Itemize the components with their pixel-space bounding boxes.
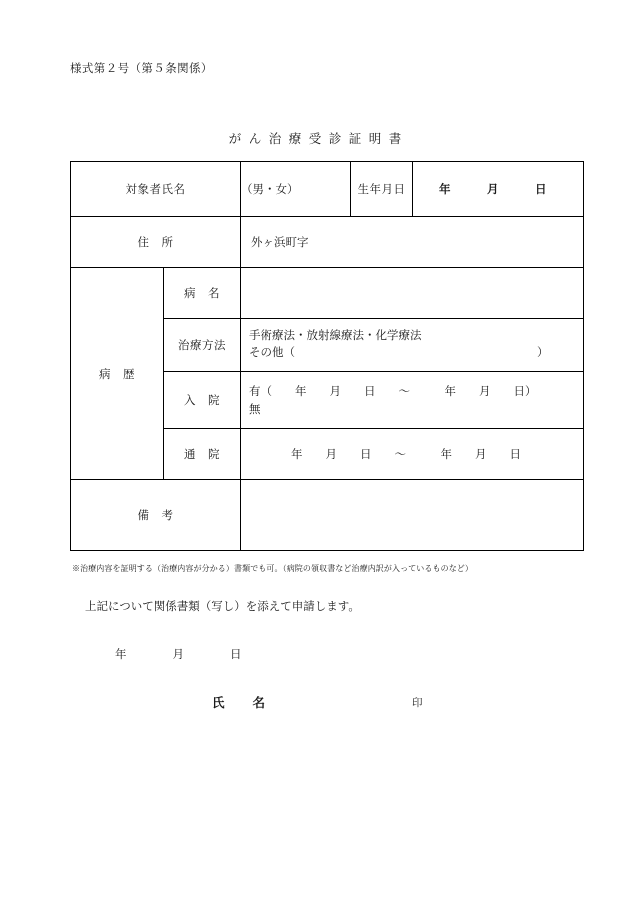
outpatient-label: 通 院 [164, 429, 241, 480]
disease-name-label: 病 名 [164, 268, 241, 319]
history-label: 病 歴 [71, 268, 164, 480]
treatment-label: 治療方法 [164, 319, 241, 372]
table-row-address [71, 217, 584, 268]
table-row-disease-name [71, 268, 584, 319]
application-statement: 上記について関係書類（写し）を添えて申請します。 [85, 601, 360, 613]
subject-name-label: 対象者氏名 [71, 162, 241, 217]
address-label: 住 所 [71, 217, 241, 268]
birthdate-label: 生年月日 [351, 162, 413, 217]
admission-label: 入 院 [164, 372, 241, 429]
remarks-field[interactable] [241, 480, 584, 551]
treatment-other-suffix: ） [537, 347, 549, 359]
footnote-text: ※治療内容を証明する（治療内容が分かる）書類でも可。（病院の領収書など治療内訳が入っているものなど） [72, 564, 473, 573]
table-row-subject-name [71, 162, 584, 217]
admission-field[interactable] [241, 372, 584, 429]
gender-options: （男・女） [241, 184, 299, 196]
table-row-remarks [71, 480, 584, 551]
treatment-other-prefix: その他（ [249, 347, 295, 359]
outpatient-field[interactable] [241, 429, 584, 480]
treatment-field[interactable] [241, 319, 584, 372]
applicant-name-label[interactable]: 氏 名 [212, 696, 267, 710]
birthdate-field[interactable] [413, 162, 584, 217]
page-title: がん治療受診証明書 [228, 132, 409, 146]
remarks-label: 備 考 [71, 480, 241, 551]
subject-name-field[interactable] [241, 162, 351, 217]
form-number: 様式第２号（第５条関係） [70, 63, 213, 75]
admission-yes-option: 有（ 年 月 日 ～ 年 月 日） [249, 385, 537, 398]
seal-label: 印 [412, 698, 423, 709]
certificate-table [70, 161, 584, 551]
admission-no-option: 無 [249, 404, 261, 417]
address-field[interactable] [241, 217, 584, 268]
application-date-line[interactable]: 年 月 日 [115, 649, 242, 661]
address-value: 外ヶ浜町字 [251, 237, 309, 249]
disease-name-field[interactable] [241, 268, 584, 319]
treatment-options: 手術療法・放射線療法・化学療法 [249, 330, 422, 343]
treatment-other-line [241, 345, 583, 362]
birthdate-value: 年 月 日 [439, 184, 547, 196]
outpatient-value: 年 月 日 ～ 年 月 日 [291, 449, 521, 461]
